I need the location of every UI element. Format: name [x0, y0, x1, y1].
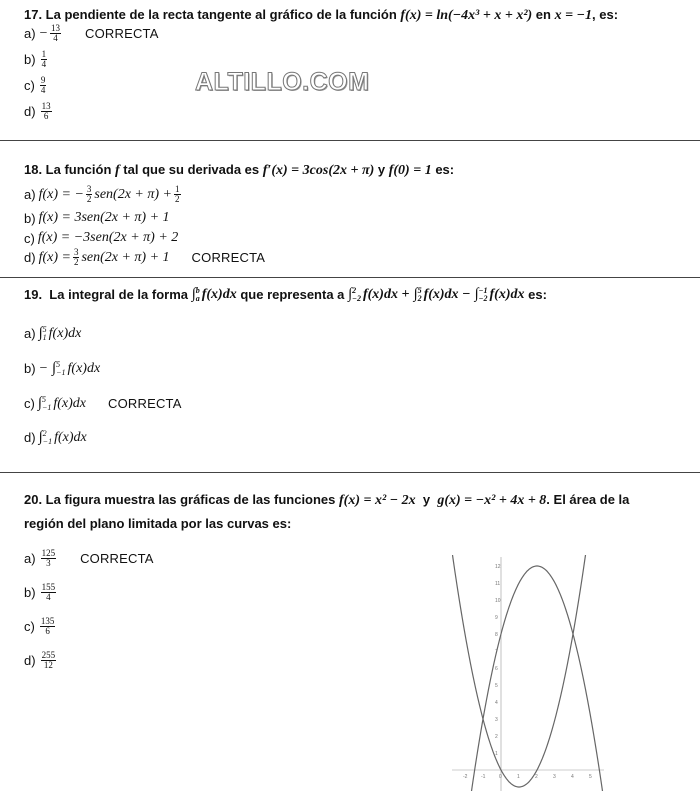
x-tick-label: 0 — [499, 774, 502, 780]
q17-prefix: 17. La pendiente de la recta tangente al gráfico de la función — [24, 7, 401, 22]
integral-sign: ∫ — [474, 286, 479, 302]
question-17-stem — [24, 7, 618, 24]
fraction — [174, 185, 181, 204]
integral — [39, 429, 87, 446]
q20-suffix: . El área de la — [546, 492, 630, 507]
q20-and: y — [415, 492, 438, 507]
integral-limits — [56, 361, 65, 377]
x-tick-label: -2 — [463, 774, 468, 780]
integral-sign: ∫ — [413, 286, 418, 302]
option-label: a) — [24, 187, 36, 202]
q20-option-d[interactable] — [24, 651, 58, 670]
fraction — [41, 50, 48, 69]
integral-limits — [43, 326, 47, 342]
integrand: f(x)dx — [48, 325, 82, 341]
q18-suffix: es: — [431, 162, 455, 177]
curve-g — [471, 566, 602, 791]
numerator: 9 — [40, 75, 46, 85]
denominator: 6 — [43, 111, 49, 121]
q19-prefix: 19. La integral de la forma — [24, 287, 192, 302]
option-expr: f(x) = 3sen(2x + π) + 1 — [38, 210, 170, 225]
option-label: a) — [24, 326, 36, 341]
numerator: 155 — [41, 582, 56, 592]
q18-option-c[interactable] — [24, 230, 178, 246]
y-tick-label: 6 — [495, 666, 498, 672]
option-expr-pre: f(x) = — [38, 249, 71, 265]
q18-option-a[interactable] — [24, 185, 183, 204]
function-graph — [452, 555, 604, 791]
q20-f: f(x) = x² − 2x — [339, 493, 416, 508]
q17-option-b[interactable] — [24, 50, 49, 69]
correct-marker: CORRECTA — [191, 250, 266, 265]
q17-option-c[interactable] — [24, 76, 48, 95]
x-tick-label: 2 — [535, 774, 538, 780]
denominator: 4 — [53, 33, 58, 43]
q18-mid1: tal que su derivada es — [119, 162, 263, 177]
integral-sign: ∫ — [38, 429, 43, 445]
watermark: ALTILLO.COM — [195, 68, 370, 96]
lower-limit: −1 — [42, 436, 53, 446]
denominator: 12 — [43, 660, 53, 670]
q18-f: f — [115, 163, 120, 178]
fraction — [41, 102, 52, 121]
q18-derivative: f′(x) = 3cos(2x + π) — [262, 163, 375, 178]
q17-option-d[interactable] — [24, 102, 54, 121]
option-label: d) — [24, 430, 36, 445]
integral-limits — [42, 396, 51, 412]
denominator: 4 — [46, 592, 51, 602]
q19-option-a[interactable] — [24, 325, 81, 342]
x-tick-label: 3 — [553, 774, 556, 780]
integrand: f(x)dx + — [362, 286, 410, 302]
denominator: 6 — [45, 626, 50, 636]
q17-option-a[interactable] — [24, 24, 159, 43]
curve-f — [452, 555, 585, 787]
numerator: 255 — [41, 650, 56, 660]
y-tick-label: 5 — [495, 683, 498, 689]
option-label: a) — [24, 26, 36, 41]
denominator: 2 — [175, 194, 180, 204]
y-tick-label: 10 — [495, 598, 501, 604]
upper-limit: 2 — [42, 428, 47, 438]
integral-sign: ∫ — [37, 395, 42, 411]
numerator: 1 — [175, 184, 180, 194]
upper-limit: 5 — [56, 359, 61, 369]
q19-suffix: es: — [524, 287, 547, 302]
integrand: f(x)dx − — [423, 286, 471, 302]
x-tick-label: 1 — [517, 774, 520, 780]
lower-limit: a — [195, 293, 200, 303]
integral-sign: ∫ — [348, 286, 353, 302]
q20-prefix: 20. La figura muestra las gráficas de las funciones — [24, 492, 340, 507]
q19-option-b[interactable] — [24, 360, 100, 377]
option-expr-post: sen(2x + π) + — [94, 186, 172, 202]
y-tick-label: 2 — [495, 734, 498, 740]
q19-option-c[interactable] — [24, 395, 182, 412]
numerator: 135 — [40, 616, 55, 626]
fraction — [86, 185, 93, 204]
upper-limit: 5 — [41, 394, 46, 404]
fraction — [50, 24, 61, 43]
integral — [348, 286, 409, 303]
axis-ticks — [463, 564, 592, 780]
fraction — [41, 651, 57, 670]
integral-limits — [43, 430, 52, 446]
integral — [38, 395, 86, 412]
numerator: 1 — [41, 49, 47, 59]
correct-marker: CORRECTA — [108, 396, 182, 411]
denominator: 4 — [40, 85, 46, 95]
integrand: f(x)dx — [489, 286, 525, 302]
upper-limit: 5 — [417, 285, 422, 295]
q20-option-a[interactable] — [24, 549, 154, 568]
option-expr: f(x) = −3sen(2x + π) + 2 — [37, 230, 179, 245]
integral-sign: ∫ — [38, 325, 43, 341]
upper-limit: 2 — [352, 285, 357, 295]
option-label: d) — [24, 653, 36, 668]
x-tick-label: 4 — [571, 774, 574, 780]
integral — [413, 286, 470, 303]
denominator: 2 — [73, 257, 79, 267]
correct-marker: CORRECTA — [85, 26, 159, 41]
q18-option-d[interactable] — [24, 248, 265, 267]
upper-limit: b — [195, 285, 200, 295]
q20-option-b[interactable] — [24, 583, 58, 602]
y-tick-label: 4 — [495, 700, 498, 706]
denominator: 4 — [41, 59, 47, 69]
integrand: f(x)dx — [201, 286, 237, 302]
integrand: f(x)dx — [67, 360, 101, 376]
option-expr-pre: f(x) = − — [38, 186, 84, 202]
question-18-stem — [24, 162, 454, 179]
denominator: 2 — [86, 194, 92, 204]
correct-marker: CORRECTA — [80, 551, 154, 566]
lower-limit: −2 — [352, 293, 361, 303]
option-label: c) — [24, 230, 35, 246]
divider — [0, 472, 700, 473]
y-tick-label: 3 — [495, 717, 498, 723]
option-label: c) — [24, 396, 35, 411]
option-sign: − — [38, 360, 49, 376]
lower-limit: −2 — [478, 293, 488, 303]
option-label: b) — [24, 361, 36, 376]
q18-prefix: 18. La función — [24, 162, 116, 177]
numerator: 3 — [73, 247, 79, 257]
integral — [39, 360, 101, 377]
divider — [0, 277, 700, 278]
q19-mid: que representa a — [236, 287, 349, 302]
q17-suffix: , es: — [592, 7, 619, 22]
fraction — [40, 76, 47, 95]
integral — [39, 325, 82, 342]
y-tick-label: 11 — [495, 581, 501, 587]
integrand: f(x)dx — [54, 429, 87, 445]
q20-option-c[interactable] — [24, 617, 57, 636]
option-label: b) — [24, 210, 36, 226]
lower-limit: −1 — [41, 402, 52, 412]
denominator: 3 — [46, 558, 51, 568]
option-expr-post: sen(2x + π) + 1 — [81, 249, 170, 265]
integral — [192, 286, 237, 303]
option-label: a) — [24, 551, 36, 566]
divider — [0, 140, 700, 141]
option-label: c) — [24, 619, 35, 634]
option-label: b) — [24, 585, 36, 600]
y-tick-label: 9 — [495, 615, 498, 621]
question-19-stem — [24, 286, 547, 303]
numerator: 125 — [41, 548, 56, 558]
fraction — [41, 549, 57, 568]
integral-limits — [196, 287, 200, 303]
option-label: b) — [24, 52, 36, 67]
q18-condition: f(0) = 1 — [388, 163, 432, 178]
upper-limit: −1 — [478, 285, 488, 295]
fraction — [73, 248, 80, 267]
numerator: 13 — [41, 101, 51, 111]
fraction — [40, 617, 56, 636]
q20-g: g(x) = −x² + 4x + 8 — [437, 493, 547, 508]
lower-limit: 2 — [417, 293, 422, 303]
y-tick-label: 12 — [495, 564, 501, 570]
integrand: f(x)dx — [53, 395, 87, 411]
y-tick-label: 1 — [495, 751, 498, 757]
numerator: 3 — [86, 184, 92, 194]
upper-limit: 5 — [42, 324, 47, 334]
q18-option-b[interactable] — [24, 210, 170, 226]
integral-limits — [418, 287, 422, 303]
option-label: d) — [24, 250, 36, 265]
q17-mid: en — [532, 7, 555, 22]
option-label: d) — [24, 104, 36, 119]
lower-limit: 1 — [42, 332, 47, 342]
question-20-stem-line2: región del plano limitada por las curvas es: — [24, 516, 292, 531]
integral-sign: ∫ — [52, 360, 57, 376]
integral-limits — [352, 287, 361, 303]
x-tick-label: 5 — [589, 774, 592, 780]
y-tick-label: 8 — [495, 632, 498, 638]
option-label: c) — [24, 78, 35, 93]
option-sign: − — [38, 25, 49, 41]
q17-function: f(x) = ln(−4x³ + x + x²) — [400, 8, 533, 23]
numerator: 13 — [51, 23, 61, 33]
integral-sign: ∫ — [191, 286, 196, 302]
question-20-stem-line1 — [24, 492, 629, 509]
q18-mid2: y — [374, 162, 389, 177]
y-tick-label: 7 — [495, 649, 498, 655]
q17-point: x = −1 — [554, 8, 593, 23]
integral-limits — [479, 287, 488, 303]
x-tick-label: -1 — [481, 774, 486, 780]
q19-option-d[interactable] — [24, 429, 87, 446]
lower-limit: −1 — [56, 367, 66, 377]
fraction — [41, 583, 57, 602]
integral — [475, 286, 525, 303]
